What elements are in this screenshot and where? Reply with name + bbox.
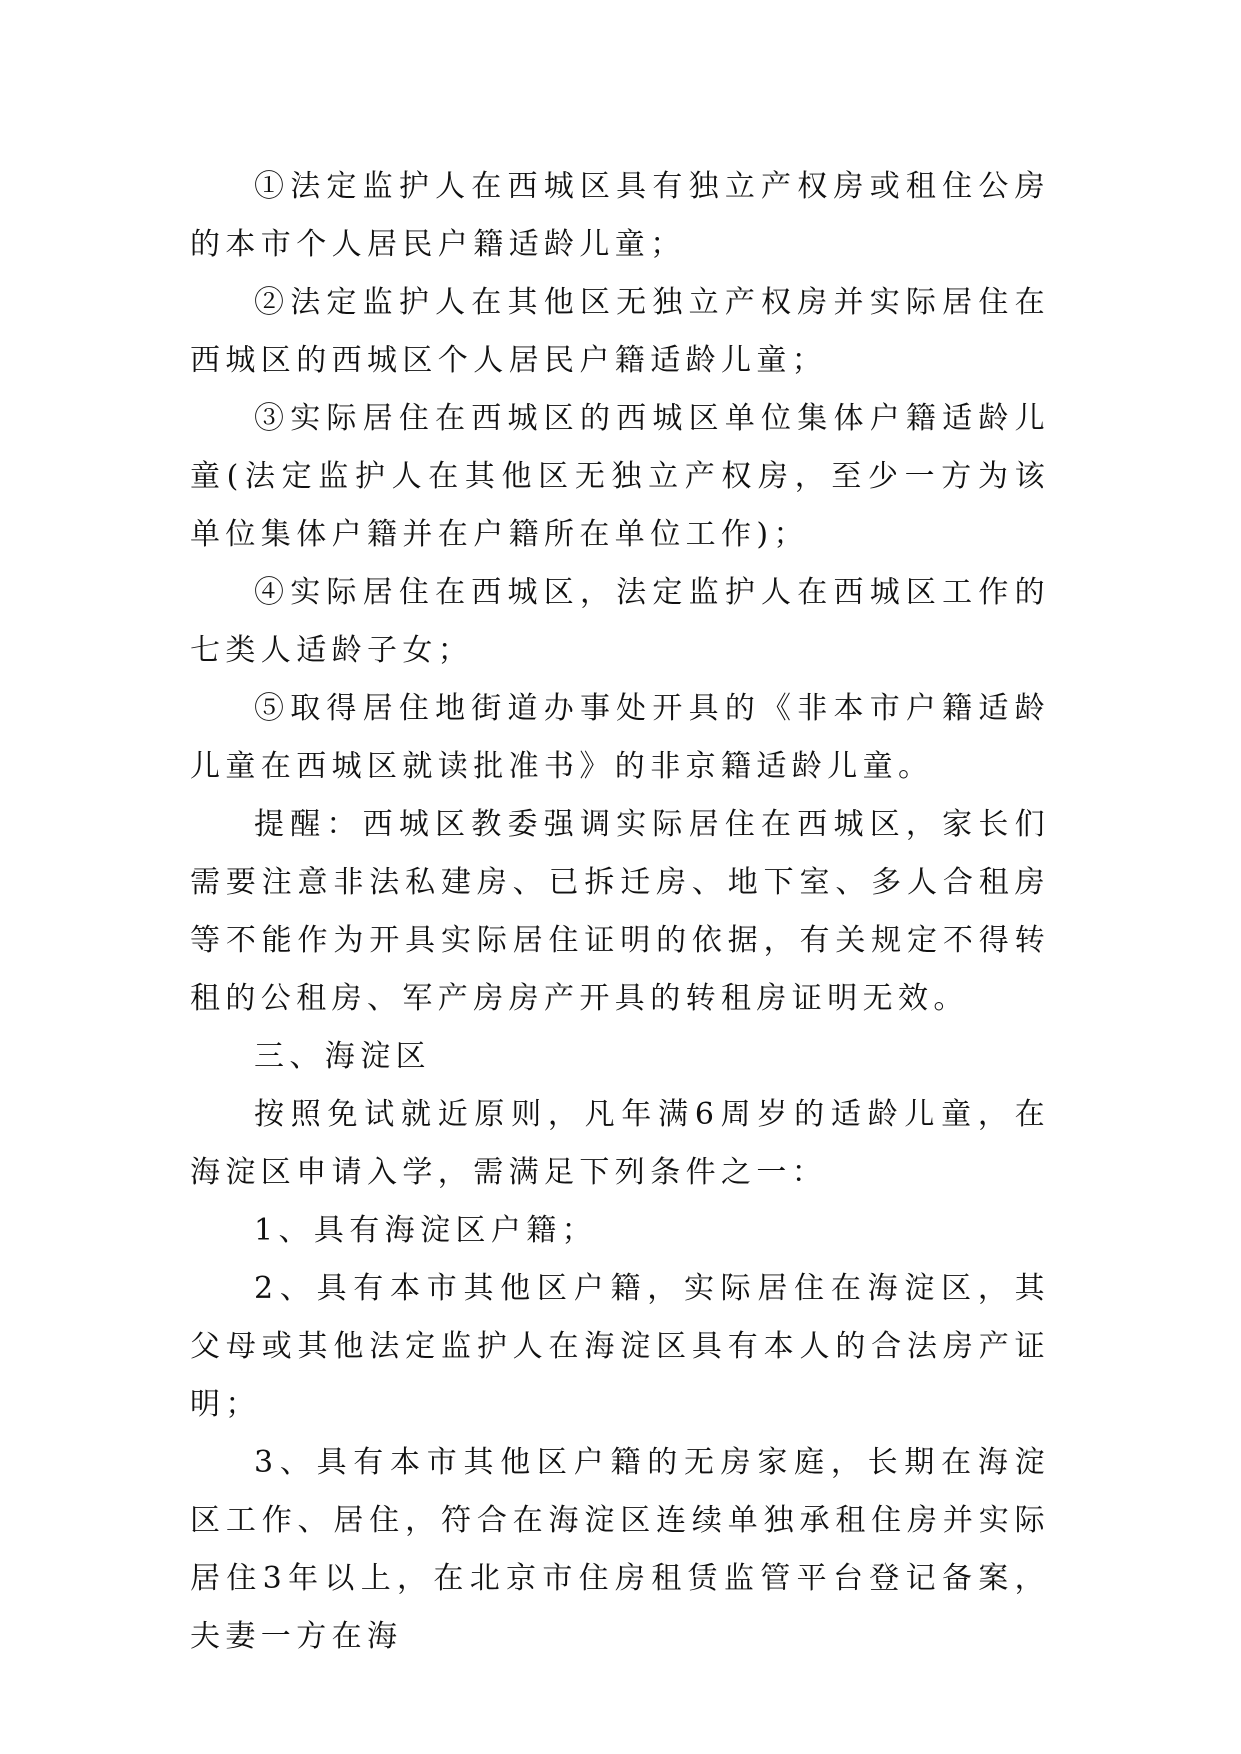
paragraph-xicheng-condition-3: ③实际居住在西城区的西城区单位集体户籍适龄儿童(法定监护人在其他区无独立产权房，至少一方为该单位集体户籍并在户籍所在单位工作)； [190, 401, 1050, 552]
paragraph-haidian-condition-2: 2、具有本市其他区户籍，实际居住在海淀区，其父母或其他法定监护人在海淀区具有本人的合法房产证明； [190, 1271, 1050, 1422]
paragraph-reminder: 提醒：西城区教委强调实际居住在西城区，家长们需要注意非法私建房、已拆迁房、地下室、多人合租房等不能作为开具实际居住证明的依据，有关规定不得转租的公租房、军产房房产开具的转租房证明无效。 [190, 807, 1050, 1016]
paragraph-xicheng-condition-1: ①法定监护人在西城区具有独立产权房或租住公房的本市个人居民户籍适龄儿童； [190, 169, 1050, 262]
paragraph-haidian-condition-1: 1、具有海淀区户籍； [254, 1213, 598, 1248]
paragraph-haidian-intro: 按照免试就近原则，凡年满6周岁的适龄儿童，在海淀区申请入学，需满足下列条件之一： [190, 1097, 1050, 1190]
document-body [190, 158, 1050, 1666]
paragraph-xicheng-condition-4: ④实际居住在西城区，法定监护人在西城区工作的七类人适龄子女； [190, 575, 1050, 668]
paragraph-xicheng-condition-5: ⑤取得居住地街道办事处开具的《非本市户籍适龄儿童在西城区就读批准书》的非京籍适龄儿童。 [190, 691, 1050, 784]
section-heading-haidian: 三、海淀区 [254, 1039, 431, 1074]
paragraph-haidian-condition-3: 3、具有本市其他区户籍的无房家庭，长期在海淀区工作、居住，符合在海淀区连续单独承租住房并实际居住3年以上，在北京市住房租赁监管平台登记备案，夫妻一方在海 [190, 1445, 1050, 1654]
paragraph-xicheng-condition-2: ②法定监护人在其他区无独立产权房并实际居住在西城区的西城区个人居民户籍适龄儿童； [190, 285, 1050, 378]
